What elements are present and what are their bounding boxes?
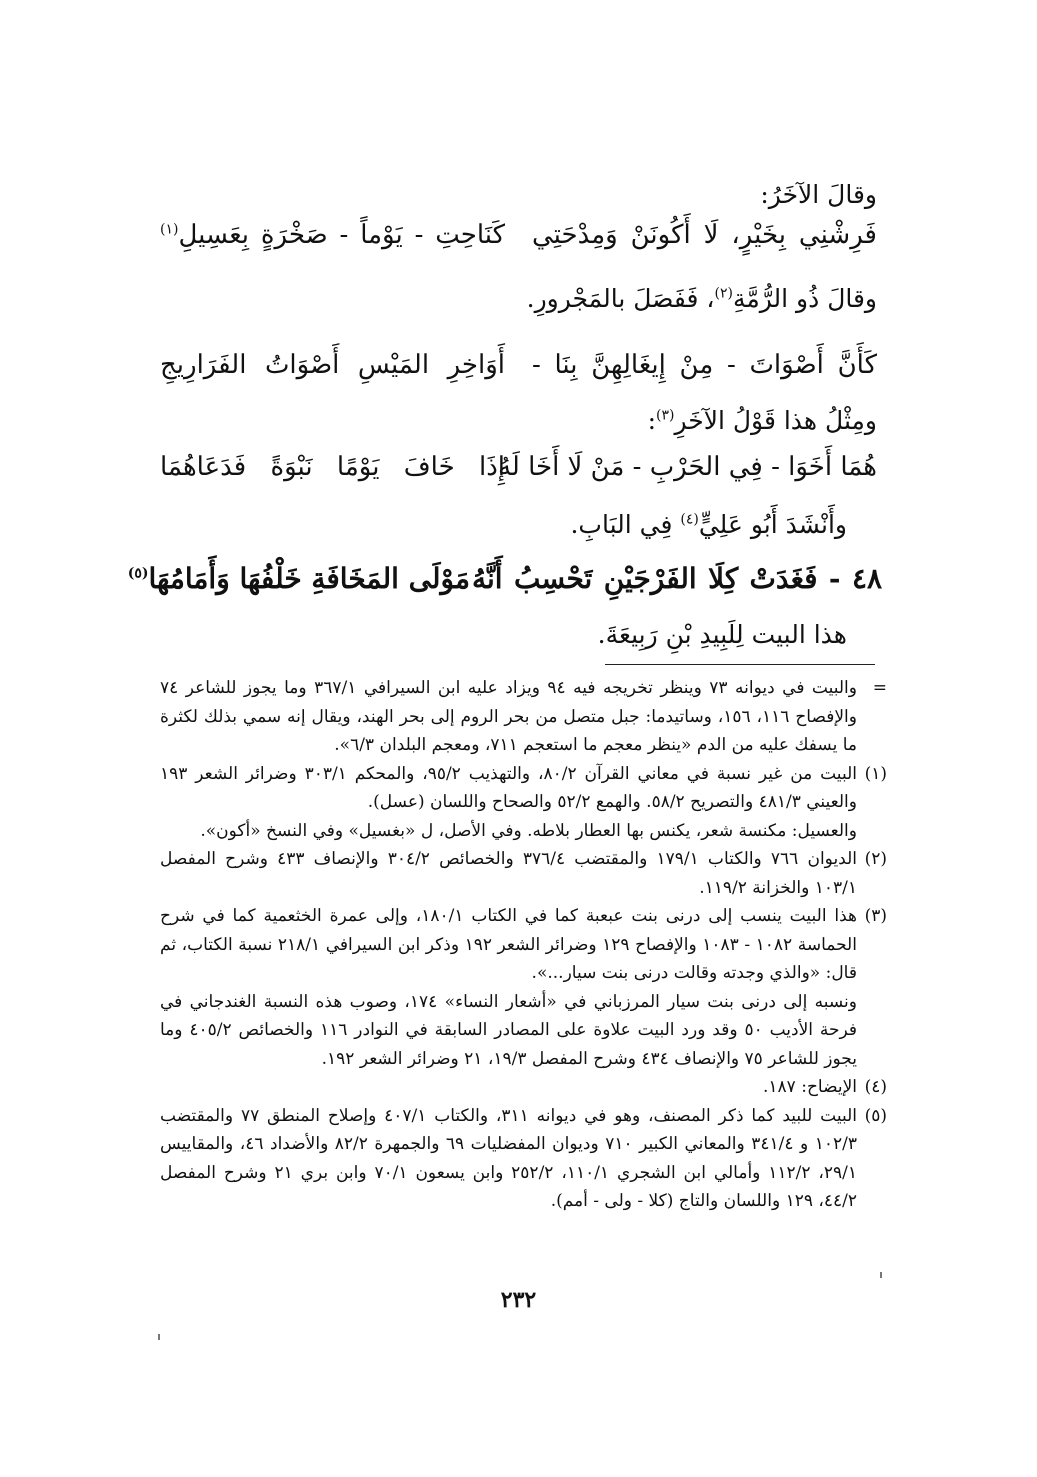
footnote-4 [160, 1073, 887, 1102]
footnote-mark: (٥) [864, 1105, 887, 1126]
verse-1-second-hemistich-text: كَنَاحِتِ - يَوْماً - صَخْرَةٍ بِعَسِيلِ [178, 220, 505, 250]
footnote-separator [605, 664, 875, 665]
footnote-ref-1: (١) [160, 221, 179, 238]
footnote-ref-2: (٢) [714, 285, 733, 302]
footnote-text: البيت للبيد كما ذكر المصنف، وهو في ديوانه ٣١١، والكتاب ٤٠٧/١ وإصلاح المنطق ٧٧ والمقتضب ١٠٢/٣ و ٣٤١/٤ والمعاني الكبير ٧١٠ وديوان المفضليات ٦٩ والجمهرة ٨٢/٢ والأضداد ٤٦، والمقاييس ٢٩/١، ١١٢/٢ وأمالي ابن الشجري ١١٠/١، ٢٥٢/٢ وابن يسعون ٧٠/١ وابن بري ٢١ وشرح المفصل ٤٤/٢، ١٢٩ واللسان والتاج (كلا - ولى - أمم). [160, 1105, 858, 1211]
scan-mark [880, 1272, 882, 1278]
main-verse-second-hemistich-text: مَوْلَى المَخَافَةِ خَلْفُهَا وَأَمَامُهَا [148, 562, 470, 595]
page-number: ٢٣٢ [500, 1287, 537, 1313]
intro-line-4-tail: فِي البَابِ. [570, 510, 681, 539]
footnote-text: والعسيل: مكنسة شعر، يكنس بها العطار بلاطه. وفي الأصل، ل «بغسيل» وفي النسخ «أكون». [200, 820, 857, 841]
intro-line-3-text: ومِثْلُ هذا قَوْلُ الآخَرِ [674, 406, 877, 435]
main-verse-second-hemistich [127, 556, 470, 602]
verse-2 [160, 344, 877, 386]
footnote-continuation [160, 674, 887, 760]
footnote-1 [160, 760, 887, 817]
verse-1 [160, 214, 877, 256]
verse-2-first-hemistich: كَأَنَّ أَصْوَاتَ - مِنْ إِيغَالِهِنَّ بِنَا - [532, 350, 877, 380]
footnote-5 [160, 1102, 887, 1216]
footnote-1-gloss [160, 817, 887, 846]
intro-line-1: وقالَ الآخَرُ: [760, 180, 877, 209]
verse-1-second-hemistich [160, 214, 505, 256]
footnote-mark: (٣) [864, 906, 887, 926]
verse-1-first-hemistich: فَرِشْنِي بِخَيْرٍ، لَا أَكُونَنْ وَمِدْحَتِي [532, 220, 877, 250]
intro-line-2 [160, 282, 877, 316]
scan-mark [158, 1334, 160, 1340]
footnote-ref-5: (٥) [127, 565, 149, 582]
footnote-text: الإيضاح: ١٨٧. [763, 1077, 857, 1097]
footnotes-block [160, 674, 887, 1216]
footnote-mark: (١) [864, 763, 887, 784]
intro-line-4-text: وأَنْشَدَ أَبُو عَلِيٍّ [698, 510, 847, 539]
footnote-text: والبيت في ديوانه ٧٣ وينظر تخريجه فيه ٩٤ ويزاد عليه ابن السيرافي ٣٦٧/١ وما يجوز للشاعر ٧٤ والإفصاح ١١٦، ١٥٦، وساتيدما: جبل متصل من بحر الروم إلى بحر الهند، ويقال إنه سمي بذلك لكثرة ما يسفك عليه من الدم «ينظر معجم ما استعجم ٧١١، ومعجم البلدان ٦/٣». [160, 678, 857, 755]
intro-line-3 [160, 404, 877, 438]
intro-line-2-tail: ، فَفَصَلَ بالمَجْرورِ. [526, 284, 715, 313]
main-verse-first-hemistich [472, 556, 882, 602]
intro-line-5: هذا البيت لِلَبِيدِ بْنِ رَبِيعَةَ. [597, 620, 847, 649]
footnote-mark: = [872, 678, 887, 698]
intro-line-4 [160, 508, 847, 542]
footnote-2 [160, 845, 887, 902]
verse-3 [160, 446, 877, 488]
footnote-text: البيت من غير نسبة في معاني القرآن ٨٠/٢، والتهذيب ٩٥/٢، والمحكم ٣٠٣/١ وضرائر الشعر ١٩٣ والعيني ٤٨١/٣ والتصريح ٥٨/٢. والهمع ٥٢/٢ والصحاح واللسان (عسل). [160, 763, 857, 812]
verse-2-second-hemistich: أَوَاخِرِ المَيْسِ أَصْوَاتُ الفَرَارِيجِ [160, 350, 505, 380]
footnote-text: ونسبه إلى درنى بنت سيار المرزباني في «أشعار النساء» ١٧٤، وصوب هذه النسبة الغندجاني في فرحة الأديب ٥٠ وقد ورد البيت علاوة على المصادر السابقة في النوادر ١١٦ والخصائص ٤٠٥/٢ وما يجوز للشاعر ٧٥ والإنصاف ٤٣٤ وشرح المفصل ١٩/٣، ٢١ وضرائر الشعر ١٩٢. [160, 991, 858, 1069]
intro-line-3-tail: : [647, 406, 657, 435]
main-verse-first-hemistich-text: فَغَدَتْ كِلَا الفَرْجَيْنِ تَحْسِبُ أَنَّهُ [472, 562, 818, 595]
intro-line-2-text: وقالَ ذُو الرُّمَّةِ [732, 284, 877, 313]
footnote-ref-4: (٤) [680, 511, 699, 528]
footnote-mark: (٢) [864, 849, 887, 869]
footnote-ref-3: (٣) [656, 407, 675, 424]
main-verse-48 [127, 556, 883, 602]
footnote-mark: (٤) [864, 1077, 887, 1097]
verse-3-first-hemistich: هُمَا أَخَوَا - فِي الحَرْبِ - مَنْ لَا أَخَا لَهُ [497, 452, 877, 482]
footnote-text: الديوان ٧٦٦ والكتاب ١٧٩/١ والمقتضب ٣٧٦/٤ والخصائص ٣٠٤/٢ والإنصاف ٤٣٣ وشرح المفصل ١٠٣/١ والخزانة ١١٩/٢. [160, 849, 858, 898]
footnote-3-continued [160, 988, 887, 1074]
verse-3-second-hemistich: إِذَا خَافَ يَوْمًا نَبْوَةً فَدَعَاهُمَا [160, 452, 505, 482]
footnote-text: هذا البيت ينسب إلى درنى بنت عبعبة كما في الكتاب ١٨٠/١، وإلى عمرة الخثعمية كما في شرح الحماسة ١٠٨٢ - ١٠٨٣ والإفصاح ١٢٩ وضرائر الشعر ١٩٢ وذكر ابن السيرافي ٢١٨/١ نسبة الكتاب، ثم قال: «والذي وجدته وقالت درنى بنت سيار...». [160, 906, 857, 983]
main-verse-number: ٤٨ - [828, 562, 883, 595]
footnote-3 [160, 902, 887, 988]
